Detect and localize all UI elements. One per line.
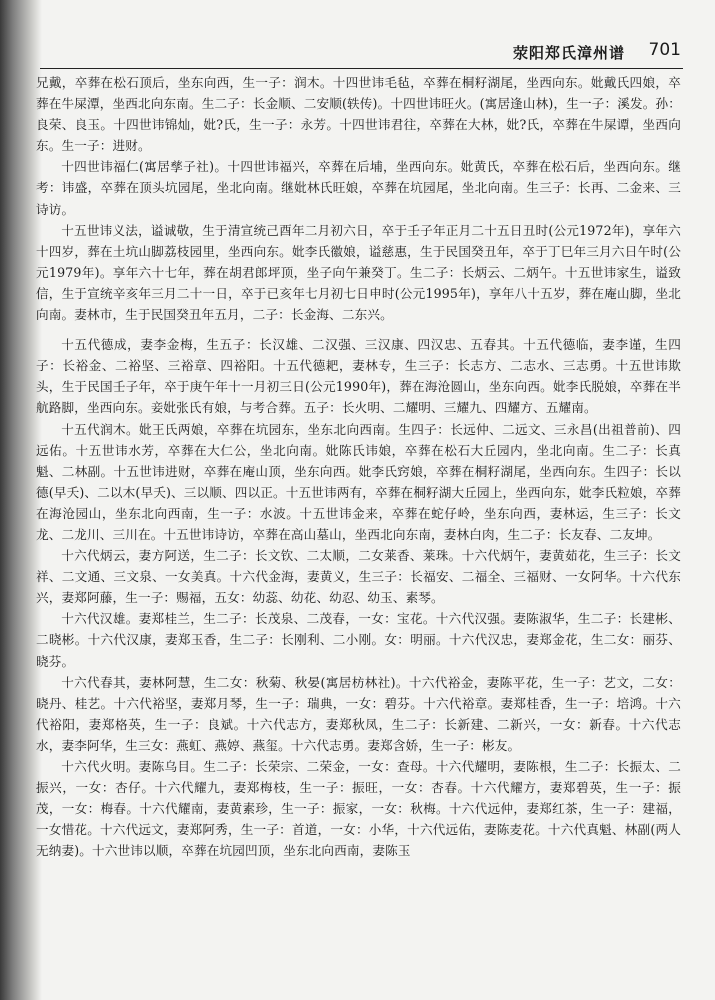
page-body bbox=[36, 72, 681, 861]
paragraph: 十六代炳云，妻方阿送，生二子：长文钦、二太顺，二女莱香、莱珠。十六代炳午，妻黄茹花，生三子：长文祥、二文通、三文泉、一女美真。十六代金海，妻黄义，生三子：长福安、二福全、三福财、一女阿华。十六代东兴，妻郑阿藤，生一子：赐福，五女：幼蕊、幼花、幼忍、幼玉、素琴。 bbox=[36, 548, 681, 606]
paragraph: 十五代德成，妻李金梅，生五子：长汉雄、二汉强、三汉康、四汉忠、五春其。十五代德临，妻李谨，生四子：长裕金、二裕坚、三裕章、四裕阳。十五代德耙，妻林专，生三子：长志方、二志水、三志勇。十五世讳欺头，生于民国壬子年，卒于庚午年十一月初三日(公元1990年)，葬在海沧圆山，坐东向西。妣李氏脱娘，卒葬在半航路脚，坐西向东。妾妣张氏有娘，与考合葬。五子：长火明、二耀明、三耀九、四耀方、五耀南。 bbox=[36, 337, 681, 416]
book-title: 荥阳郑氏漳州谱 bbox=[512, 44, 625, 62]
paragraph: 十五世讳义法，谥诚敬，生于清宣统己酉年二月初六日，卒于壬子年正月二十五日丑时(公元1972年)，享年六十四岁，葬在土坑山脚荔枝园里，坐西向东。妣李氏徽娘，谥慈惠，生于民国癸丑年，卒于丁巳年三月六日午时(公元1979年)。享年六十七年，葬在胡君郎坪顶，坐子向午兼癸丁。生二子：长炳云、二炳午。十五世讳家生，谥致信，生于宣统辛亥年三月二十一日，卒于已亥年七月初七日申时(公元1995年)，享年八十五岁，葬在庵山脚，坐北向南。妻林市，生于民国癸丑年五月，二子：长金海、二东兴。 bbox=[36, 222, 681, 323]
paragraph: 兄戴，卒葬在松石顶后，坐东向西，生一子：润木。十四世讳毛毡，卒葬在桐籽湖尾，坐西向东。妣戴氏四娘，卒葬在牛屎潭，坐西北向东南。生二子：长金顺、二安顺(轶传)。十四世讳旺火。(寓居逢山林)，生一子：溪发。孙：良荣、良玉。十四世讳锦灿，妣?氏，生一子：永芳。十四世讳君往，卒葬在大林，妣?氏，卒葬在牛屎谭，坐西向东。生一子：进财。 bbox=[36, 75, 681, 154]
paragraph: 十六代火明。妻陈乌目。生二子：长荣宗、二荣金，一女：查母。十六代耀明，妻陈根，生二子：长振太、二振兴，一女：杏仔。十六代耀九，妻郑梅枝，生一子：振旺，一女：杏春。十六代耀方，妻郑碧英，生一子：振茂，一女：梅春。十六代耀南，妻黄素珍，生一子：振家，一女：秋梅。十六代远仲，妻郑红茶，生一子：建福，一女惜花。十六代远文，妻郑阿秀，生一子：首道，一女：小华，十六代远佑，妻陈麦花。十六代真魁、林副(两人无纳妻)。十六世讳以顺，卒葬在坑园凹顶，坐东北向西南，妻陈玉 bbox=[36, 759, 681, 859]
paragraph: 十四世讳福仁(寓居孳子社)。十四世讳福兴，卒葬在后埔，坐西向东。妣黄氏，卒葬在松石后，坐西向东。继考：讳盛，卒葬在顶头坑园尾，坐北向南。继妣林氏旺娘，卒葬在坑园尾，坐北向南。生三子：长再、二金来、三诗访。 bbox=[36, 159, 681, 217]
paragraph: 十六代汉雄。妻郑桂兰，生二子：长茂泉、二茂春，一女：宝花。十六代汉强。妻陈淑华，生二子：长建彬、二晓彬。十六代汉康，妻郑玉香，生二子：长刚利、二小刚。女：明丽。十六代汉忠，妻郑金花，生二女：丽芬、晓芬。 bbox=[36, 611, 681, 669]
page-number: 701 bbox=[648, 40, 681, 60]
paragraph: 十五代润木。妣王氏两娘，卒葬在坑园东，坐东北向西南。生四子：长远仲、二远文、三永昌(出祖普前)、四远佑。十五世讳水芳，卒葬在大仁公，坐北向南。妣陈氏讳娘，卒葬在松石大丘园内，坐北向南。生二子：长真魁、二林副。十五世讳进财，卒葬在庵山顶，坐东向西。妣李氏窍娘，卒葬在桐籽湖尾，坐西向东。生四子：长以德(早夭)、二以木(早夭)、三以顺、四以正。十五世讳两有，卒葬在桐籽湖大丘园上，坐西向东，妣李氏粒娘，卒葬在海沧园山，坐东北向西南，生一子：水波。十五世讳金来，卒葬在蛇仔岭，坐东向西，妻林运，生三子：长文龙、二龙川、三川在。十五世讳诗访，卒葬在高山墓山，坐西北向东南，妻林白肉，生二子：长友春、二友坤。 bbox=[36, 421, 681, 542]
running-header bbox=[40, 38, 683, 69]
paragraph: 十六代春其，妻林阿慧，生二女：秋菊、秋晏(寓居枋林社)。十六代裕金，妻陈平花，生一子：艺文，二女：晓丹、桂艺。十六代裕坚，妻郑月琴，生一子：瑞典，一女：碧芬。十六代裕章。妻郑桂香，生一子：培鸿。十六代裕阳，妻郑格英，生一子：良斌。十六代志方，妻郑秋凤，生二子：长新建、二新兴，一女：新春。十六代志水，妻李阿华，生三女：燕虹、燕婷、燕玺。十六代志勇。妻郑含娇，生一子：彬友。 bbox=[36, 674, 681, 753]
